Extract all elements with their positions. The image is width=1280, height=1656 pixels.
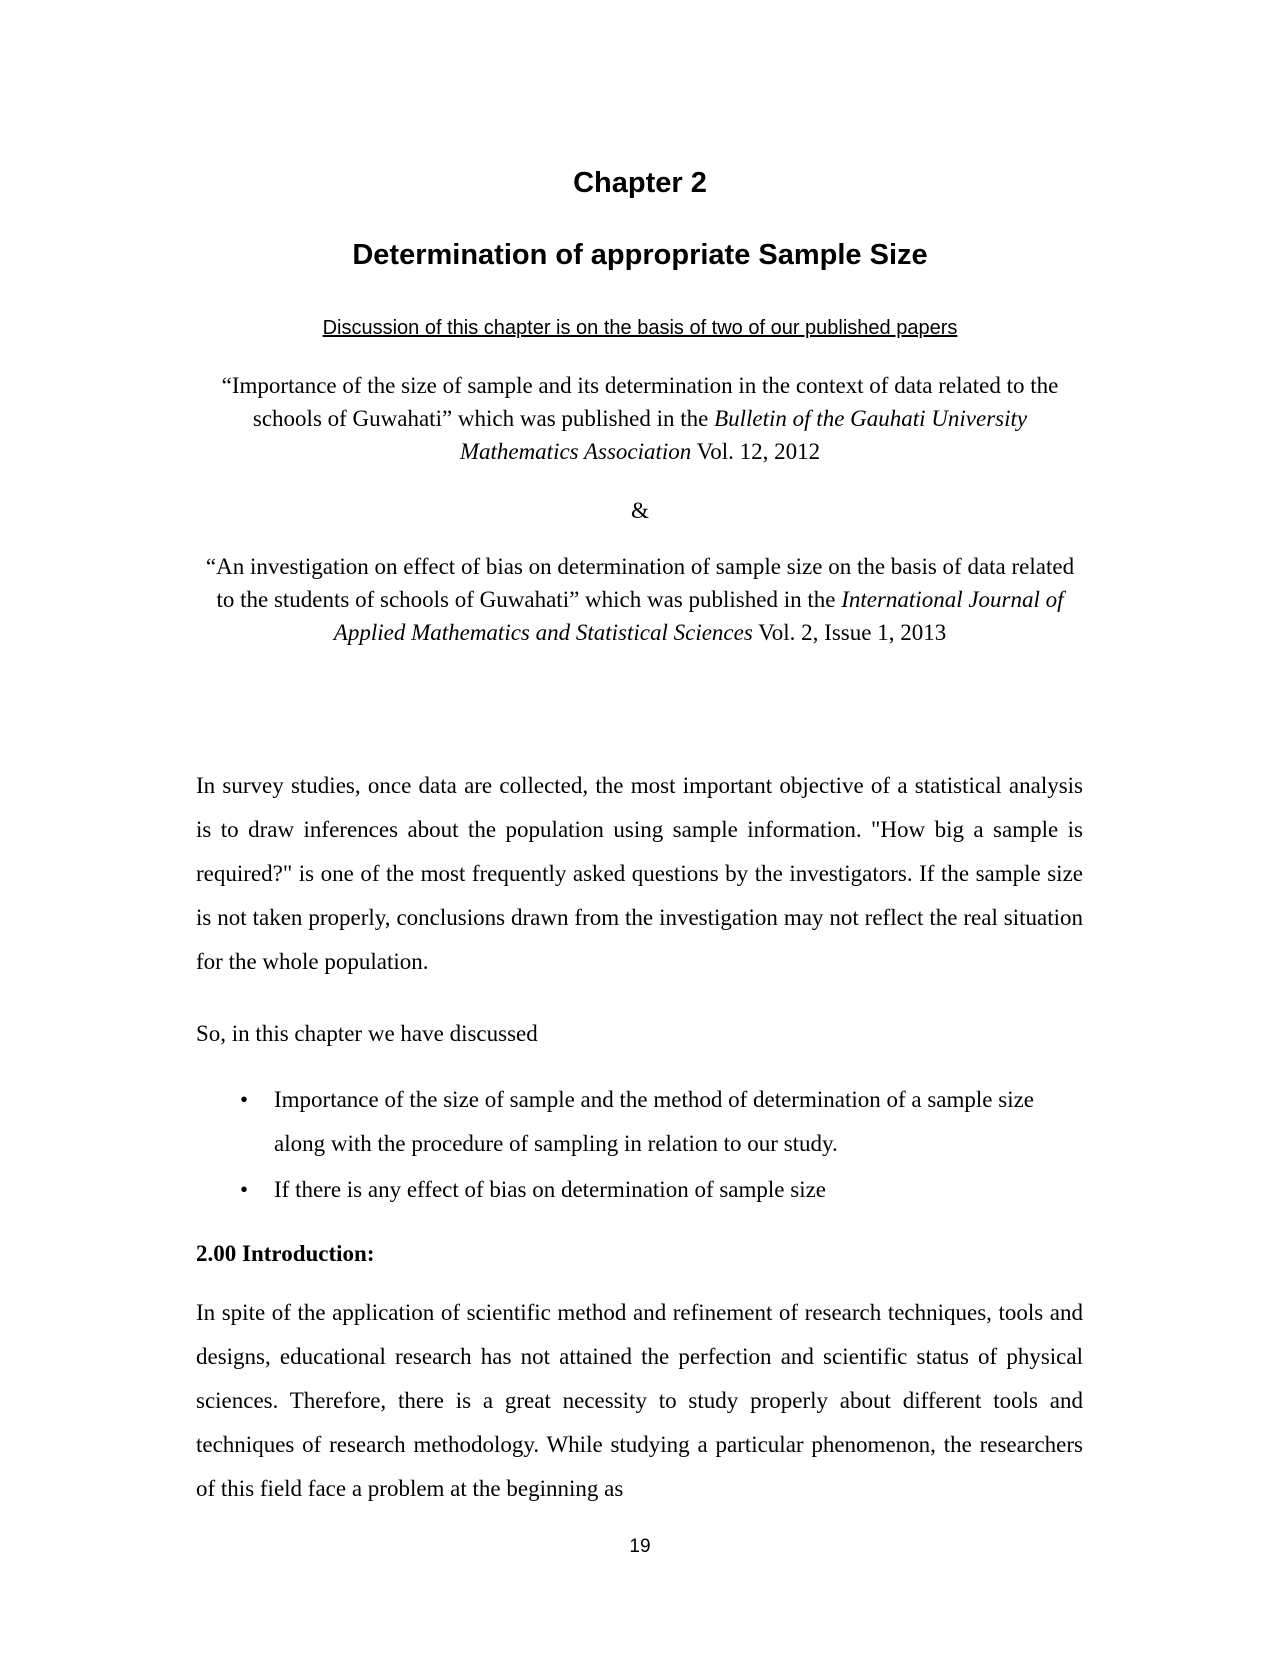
body-paragraph-1: In survey studies, once data are collected, the most important objective of a statistical analysis is to draw inferences about the population using sample information. "How big a sample is required?" is one of the most frequently asked questions by the investigators. If the sample size is not taken properly, conclusions drawn from the investigation may not reflect the real situation for the whole population. xyxy=(196,773,1083,974)
paper-2-text: “An investigation on effect of bias on determination of sample size on the basis of data related to the students of schools of Guwahati” which was published in the xyxy=(205,554,1075,612)
bullet-icon: • xyxy=(240,1087,249,1112)
paper-reference-2 xyxy=(195,550,1085,649)
ampersand-separator: & xyxy=(631,498,649,523)
body-paragraph-3: In spite of the application of scientific method and refinement of research techniques, tools and designs, educational research has not attained the perfection and scientific status of physical sciences. Therefore, there is a great necessity to study properly about different tools and techniques of research methodology. While studying a particular phenomenon, the researchers of this field face a problem at the beginning as xyxy=(196,1300,1083,1501)
bullet-text: If there is any effect of bias on determination of sample size xyxy=(274,1177,827,1202)
chapter-label: Chapter 2 xyxy=(573,167,707,199)
paper-1-text: “Importance of the size of sample and its determination in the context of data related to the schools of Guwahati” which was published in the xyxy=(221,373,1059,431)
discussion-bullet-list xyxy=(196,1078,1083,1214)
list-item xyxy=(196,1078,1083,1166)
paper-2-volume: Vol. 2, Issue 1, 2013 xyxy=(752,620,947,645)
list-item xyxy=(196,1168,1083,1212)
paper-reference-1 xyxy=(195,369,1085,468)
bullet-icon: • xyxy=(240,1177,249,1202)
page-number: 19 xyxy=(629,1536,651,1557)
chapter-subtitle: Discussion of this chapter is on the basis of two of our published papers xyxy=(322,317,958,339)
paper-2-journal: International Journal of Applied Mathematics and Statistical Sciences xyxy=(333,587,1064,645)
bullet-text: Importance of the size of sample and the method of determination of a sample size along with the procedure of sampling in relation to our study. xyxy=(274,1087,1035,1156)
paper-1-volume: Vol. 12, 2012 xyxy=(691,439,821,464)
body-paragraph-2: So, in this chapter we have discussed xyxy=(196,1021,538,1046)
chapter-title: Determination of appropriate Sample Size xyxy=(352,239,928,271)
paper-1-journal: Bulletin of the Gauhati University Mathematics Association xyxy=(459,406,1028,464)
section-heading-introduction: 2.00 Introduction: xyxy=(196,1241,375,1266)
